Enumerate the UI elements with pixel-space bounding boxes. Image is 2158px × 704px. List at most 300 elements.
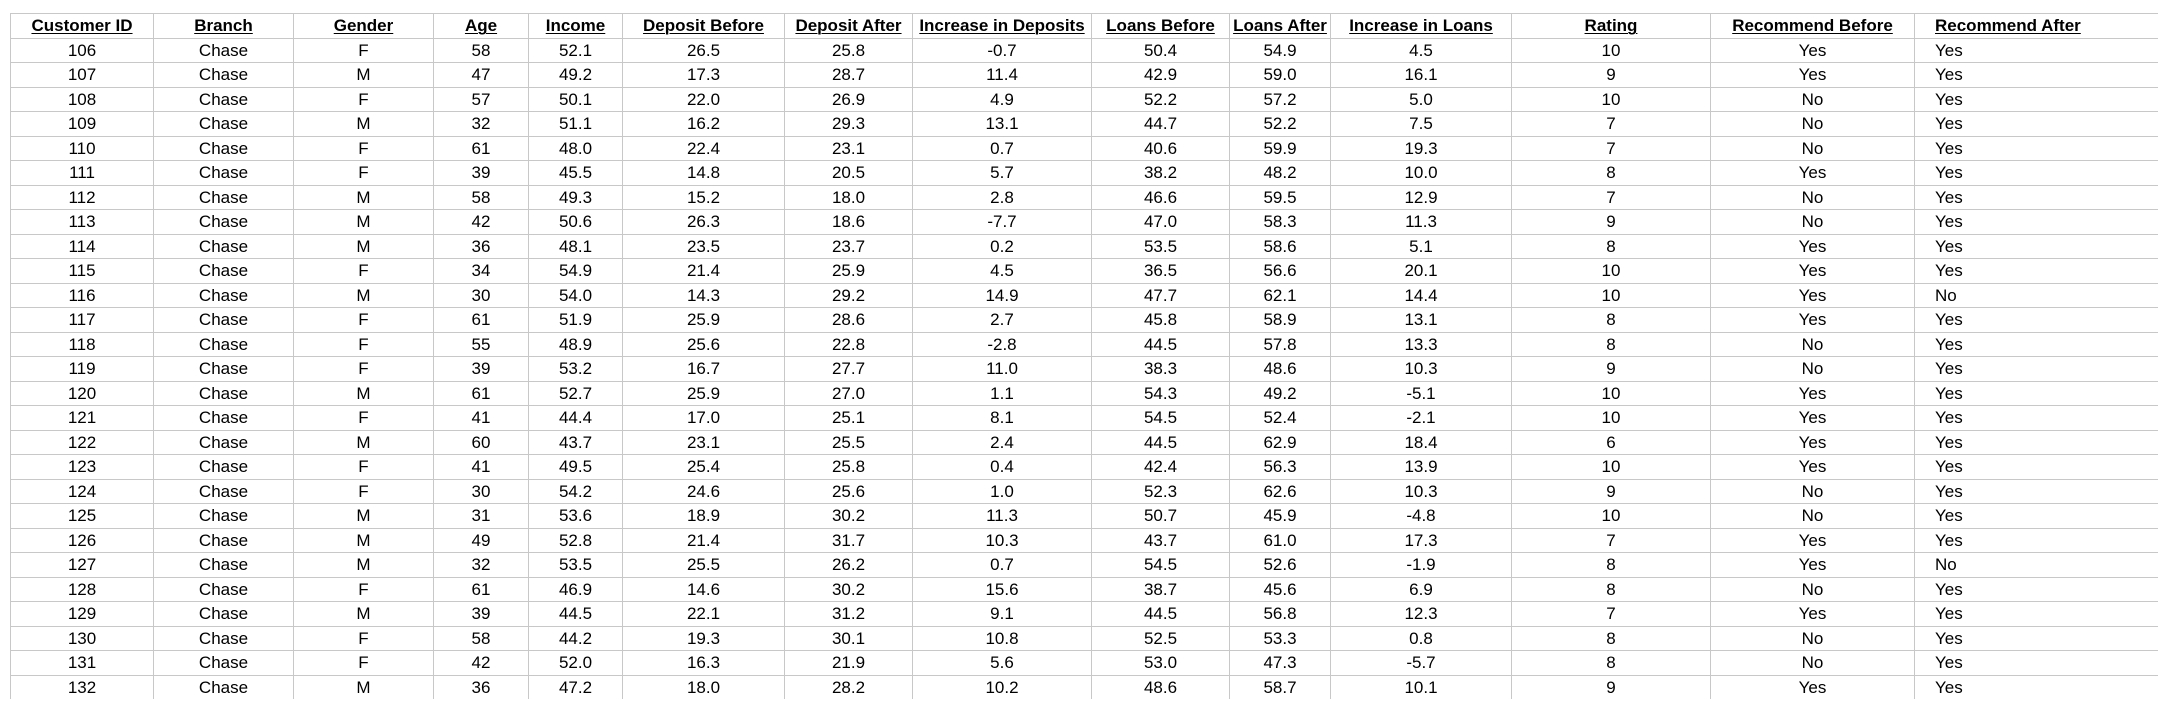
table-cell[interactable]: Chase bbox=[154, 651, 294, 676]
table-cell[interactable]: 59.0 bbox=[1230, 63, 1331, 88]
table-cell[interactable]: 117 bbox=[11, 308, 154, 333]
table-cell[interactable]: 49 bbox=[434, 528, 529, 553]
table-cell[interactable]: 39 bbox=[434, 161, 529, 186]
column-header[interactable]: Income bbox=[529, 14, 623, 39]
table-cell[interactable]: Yes bbox=[1711, 602, 1915, 627]
table-cell[interactable]: 11.3 bbox=[913, 504, 1092, 529]
table-cell[interactable]: 47.0 bbox=[1092, 210, 1230, 235]
table-cell[interactable]: No bbox=[1711, 136, 1915, 161]
table-cell[interactable]: 18.4 bbox=[1331, 430, 1512, 455]
table-cell[interactable]: 54.5 bbox=[1092, 553, 1230, 578]
table-cell[interactable]: 23.1 bbox=[623, 430, 785, 455]
table-cell[interactable]: 18.0 bbox=[785, 185, 913, 210]
table-cell[interactable]: Yes bbox=[1915, 381, 2158, 406]
table-cell[interactable]: 14.8 bbox=[623, 161, 785, 186]
table-cell[interactable]: 48.6 bbox=[1230, 357, 1331, 382]
table-cell[interactable]: M bbox=[294, 210, 434, 235]
table-cell[interactable]: 62.6 bbox=[1230, 479, 1331, 504]
table-cell[interactable]: 30 bbox=[434, 283, 529, 308]
table-cell[interactable]: 42.4 bbox=[1092, 455, 1230, 480]
table-cell[interactable]: 49.2 bbox=[1230, 381, 1331, 406]
table-cell[interactable]: 10 bbox=[1512, 381, 1711, 406]
table-cell[interactable]: 10 bbox=[1512, 406, 1711, 431]
table-cell[interactable]: Yes bbox=[1915, 528, 2158, 553]
table-cell[interactable]: 47.7 bbox=[1092, 283, 1230, 308]
table-cell[interactable]: 10 bbox=[1512, 455, 1711, 480]
table-cell[interactable]: 27.7 bbox=[785, 357, 913, 382]
table-cell[interactable]: 118 bbox=[11, 332, 154, 357]
table-cell[interactable]: 111 bbox=[11, 161, 154, 186]
table-cell[interactable]: 127 bbox=[11, 553, 154, 578]
table-cell[interactable]: 2.7 bbox=[913, 308, 1092, 333]
table-cell[interactable]: 19.3 bbox=[623, 626, 785, 651]
table-cell[interactable]: Yes bbox=[1915, 136, 2158, 161]
table-cell[interactable]: Chase bbox=[154, 210, 294, 235]
table-cell[interactable]: 54.9 bbox=[1230, 38, 1331, 63]
table-cell[interactable]: 6 bbox=[1512, 430, 1711, 455]
table-cell[interactable]: Chase bbox=[154, 455, 294, 480]
table-cell[interactable]: Chase bbox=[154, 626, 294, 651]
table-cell[interactable]: 11.0 bbox=[913, 357, 1092, 382]
table-cell[interactable]: 54.9 bbox=[529, 259, 623, 284]
table-cell[interactable]: 8.1 bbox=[913, 406, 1092, 431]
table-cell[interactable]: 58 bbox=[434, 626, 529, 651]
table-cell[interactable]: 122 bbox=[11, 430, 154, 455]
table-cell[interactable]: Chase bbox=[154, 553, 294, 578]
table-cell[interactable]: Yes bbox=[1915, 87, 2158, 112]
table-cell[interactable]: 60 bbox=[434, 430, 529, 455]
table-cell[interactable]: 59.9 bbox=[1230, 136, 1331, 161]
table-cell[interactable]: Yes bbox=[1915, 406, 2158, 431]
table-cell[interactable]: F bbox=[294, 87, 434, 112]
table-cell[interactable]: 123 bbox=[11, 455, 154, 480]
table-cell[interactable]: Chase bbox=[154, 234, 294, 259]
table-cell[interactable]: 6.9 bbox=[1331, 577, 1512, 602]
table-cell[interactable]: Chase bbox=[154, 430, 294, 455]
table-cell[interactable]: 52.8 bbox=[529, 528, 623, 553]
table-cell[interactable]: No bbox=[1711, 332, 1915, 357]
column-header[interactable]: Increase in Loans bbox=[1331, 14, 1512, 39]
table-cell[interactable]: 58 bbox=[434, 38, 529, 63]
table-cell[interactable]: 8 bbox=[1512, 234, 1711, 259]
table-cell[interactable]: 28.2 bbox=[785, 675, 913, 699]
table-cell[interactable]: 113 bbox=[11, 210, 154, 235]
table-cell[interactable]: 50.4 bbox=[1092, 38, 1230, 63]
column-header[interactable]: Gender bbox=[294, 14, 434, 39]
table-cell[interactable]: M bbox=[294, 185, 434, 210]
table-cell[interactable]: 53.5 bbox=[1092, 234, 1230, 259]
table-cell[interactable]: 57 bbox=[434, 87, 529, 112]
table-cell[interactable]: 9.1 bbox=[913, 602, 1092, 627]
column-header[interactable]: Loans Before bbox=[1092, 14, 1230, 39]
table-cell[interactable]: 44.2 bbox=[529, 626, 623, 651]
table-cell[interactable]: 9 bbox=[1512, 357, 1711, 382]
table-cell[interactable]: 39 bbox=[434, 357, 529, 382]
table-cell[interactable]: 32 bbox=[434, 553, 529, 578]
table-cell[interactable]: F bbox=[294, 136, 434, 161]
table-cell[interactable]: Chase bbox=[154, 479, 294, 504]
column-header[interactable]: Loans After bbox=[1230, 14, 1331, 39]
table-cell[interactable]: 15.6 bbox=[913, 577, 1092, 602]
table-cell[interactable]: Yes bbox=[1915, 234, 2158, 259]
table-cell[interactable]: F bbox=[294, 577, 434, 602]
table-cell[interactable]: Yes bbox=[1915, 430, 2158, 455]
table-cell[interactable]: 58.6 bbox=[1230, 234, 1331, 259]
table-cell[interactable]: Yes bbox=[1711, 406, 1915, 431]
table-cell[interactable]: 29.3 bbox=[785, 112, 913, 137]
table-cell[interactable]: 49.3 bbox=[529, 185, 623, 210]
table-cell[interactable]: 110 bbox=[11, 136, 154, 161]
table-cell[interactable]: 10 bbox=[1512, 87, 1711, 112]
table-cell[interactable]: F bbox=[294, 308, 434, 333]
table-cell[interactable]: 25.5 bbox=[623, 553, 785, 578]
table-cell[interactable]: 44.5 bbox=[1092, 430, 1230, 455]
table-cell[interactable]: 5.6 bbox=[913, 651, 1092, 676]
table-cell[interactable]: 52.2 bbox=[1092, 87, 1230, 112]
table-cell[interactable]: 53.2 bbox=[529, 357, 623, 382]
table-cell[interactable]: 30.1 bbox=[785, 626, 913, 651]
table-cell[interactable]: 9 bbox=[1512, 479, 1711, 504]
table-cell[interactable]: 58.7 bbox=[1230, 675, 1331, 699]
table-cell[interactable]: 25.6 bbox=[785, 479, 913, 504]
table-cell[interactable]: M bbox=[294, 553, 434, 578]
table-cell[interactable]: Yes bbox=[1915, 455, 2158, 480]
table-cell[interactable]: 10 bbox=[1512, 38, 1711, 63]
table-cell[interactable]: 58.3 bbox=[1230, 210, 1331, 235]
table-cell[interactable]: 114 bbox=[11, 234, 154, 259]
table-cell[interactable]: 21.9 bbox=[785, 651, 913, 676]
table-cell[interactable]: M bbox=[294, 602, 434, 627]
table-cell[interactable]: 128 bbox=[11, 577, 154, 602]
table-cell[interactable]: No bbox=[1915, 283, 2158, 308]
table-cell[interactable]: 8 bbox=[1512, 651, 1711, 676]
table-cell[interactable]: -2.8 bbox=[913, 332, 1092, 357]
table-cell[interactable]: 10.0 bbox=[1331, 161, 1512, 186]
table-cell[interactable]: 26.2 bbox=[785, 553, 913, 578]
table-cell[interactable]: Yes bbox=[1711, 675, 1915, 699]
table-cell[interactable]: 50.1 bbox=[529, 87, 623, 112]
column-header[interactable]: Deposit After bbox=[785, 14, 913, 39]
table-cell[interactable]: 0.8 bbox=[1331, 626, 1512, 651]
table-cell[interactable]: 2.4 bbox=[913, 430, 1092, 455]
table-cell[interactable]: 58.9 bbox=[1230, 308, 1331, 333]
table-cell[interactable]: -7.7 bbox=[913, 210, 1092, 235]
table-cell[interactable]: 50.6 bbox=[529, 210, 623, 235]
table-cell[interactable]: 16.2 bbox=[623, 112, 785, 137]
table-cell[interactable]: 7.5 bbox=[1331, 112, 1512, 137]
table-cell[interactable]: 126 bbox=[11, 528, 154, 553]
table-cell[interactable]: 44.5 bbox=[1092, 602, 1230, 627]
table-cell[interactable]: 61.0 bbox=[1230, 528, 1331, 553]
table-cell[interactable]: 52.1 bbox=[529, 38, 623, 63]
table-cell[interactable]: Yes bbox=[1711, 430, 1915, 455]
table-cell[interactable]: Chase bbox=[154, 259, 294, 284]
table-cell[interactable]: 7 bbox=[1512, 136, 1711, 161]
table-cell[interactable]: 14.3 bbox=[623, 283, 785, 308]
table-cell[interactable]: F bbox=[294, 259, 434, 284]
column-header[interactable]: Age bbox=[434, 14, 529, 39]
table-cell[interactable]: 36.5 bbox=[1092, 259, 1230, 284]
table-cell[interactable]: 26.9 bbox=[785, 87, 913, 112]
table-cell[interactable]: 53.6 bbox=[529, 504, 623, 529]
table-cell[interactable]: 31 bbox=[434, 504, 529, 529]
table-cell[interactable]: 0.7 bbox=[913, 553, 1092, 578]
table-cell[interactable]: 17.3 bbox=[623, 63, 785, 88]
table-cell[interactable]: Chase bbox=[154, 675, 294, 699]
table-cell[interactable]: 20.1 bbox=[1331, 259, 1512, 284]
table-cell[interactable]: 10.3 bbox=[1331, 479, 1512, 504]
table-cell[interactable]: 48.9 bbox=[529, 332, 623, 357]
table-cell[interactable]: 2.8 bbox=[913, 185, 1092, 210]
table-cell[interactable]: Chase bbox=[154, 38, 294, 63]
table-cell[interactable]: M bbox=[294, 283, 434, 308]
table-cell[interactable]: 12.3 bbox=[1331, 602, 1512, 627]
table-cell[interactable]: -0.7 bbox=[913, 38, 1092, 63]
table-cell[interactable]: -5.7 bbox=[1331, 651, 1512, 676]
table-cell[interactable]: 22.4 bbox=[623, 136, 785, 161]
table-cell[interactable]: 23.7 bbox=[785, 234, 913, 259]
table-cell[interactable]: 51.1 bbox=[529, 112, 623, 137]
table-cell[interactable]: Chase bbox=[154, 87, 294, 112]
table-cell[interactable]: 17.3 bbox=[1331, 528, 1512, 553]
table-cell[interactable]: 42 bbox=[434, 210, 529, 235]
table-cell[interactable]: 46.9 bbox=[529, 577, 623, 602]
table-cell[interactable]: 16.3 bbox=[623, 651, 785, 676]
table-cell[interactable]: 28.7 bbox=[785, 63, 913, 88]
table-cell[interactable]: 1.1 bbox=[913, 381, 1092, 406]
table-cell[interactable]: 121 bbox=[11, 406, 154, 431]
table-cell[interactable]: Yes bbox=[1711, 553, 1915, 578]
table-cell[interactable]: Yes bbox=[1915, 63, 2158, 88]
table-cell[interactable]: 14.6 bbox=[623, 577, 785, 602]
table-cell[interactable]: 10.3 bbox=[913, 528, 1092, 553]
table-cell[interactable]: 61 bbox=[434, 308, 529, 333]
table-cell[interactable]: 62.1 bbox=[1230, 283, 1331, 308]
column-header[interactable]: Customer ID bbox=[11, 14, 154, 39]
table-cell[interactable]: 49.2 bbox=[529, 63, 623, 88]
table-cell[interactable]: 52.4 bbox=[1230, 406, 1331, 431]
table-cell[interactable]: 31.2 bbox=[785, 602, 913, 627]
table-cell[interactable]: 46.6 bbox=[1092, 185, 1230, 210]
table-cell[interactable]: 39 bbox=[434, 602, 529, 627]
table-cell[interactable]: Yes bbox=[1915, 675, 2158, 699]
table-cell[interactable]: Yes bbox=[1915, 308, 2158, 333]
table-cell[interactable]: 54.3 bbox=[1092, 381, 1230, 406]
table-cell[interactable]: 10 bbox=[1512, 283, 1711, 308]
table-cell[interactable]: 38.7 bbox=[1092, 577, 1230, 602]
table-cell[interactable]: 48.2 bbox=[1230, 161, 1331, 186]
table-cell[interactable]: Yes bbox=[1711, 528, 1915, 553]
table-cell[interactable]: Chase bbox=[154, 63, 294, 88]
table-cell[interactable]: F bbox=[294, 357, 434, 382]
table-cell[interactable]: 43.7 bbox=[1092, 528, 1230, 553]
table-cell[interactable]: 56.8 bbox=[1230, 602, 1331, 627]
column-header[interactable]: Recommend After bbox=[1915, 14, 2158, 39]
table-cell[interactable]: Chase bbox=[154, 406, 294, 431]
table-cell[interactable]: M bbox=[294, 234, 434, 259]
table-cell[interactable]: 45.9 bbox=[1230, 504, 1331, 529]
table-cell[interactable]: Chase bbox=[154, 161, 294, 186]
table-cell[interactable]: 57.8 bbox=[1230, 332, 1331, 357]
table-cell[interactable]: 8 bbox=[1512, 161, 1711, 186]
table-cell[interactable]: No bbox=[1915, 553, 2158, 578]
table-cell[interactable]: 11.4 bbox=[913, 63, 1092, 88]
table-cell[interactable]: 22.0 bbox=[623, 87, 785, 112]
table-cell[interactable]: 106 bbox=[11, 38, 154, 63]
table-cell[interactable]: 5.0 bbox=[1331, 87, 1512, 112]
table-cell[interactable]: 112 bbox=[11, 185, 154, 210]
table-cell[interactable]: 19.3 bbox=[1331, 136, 1512, 161]
table-cell[interactable]: 38.3 bbox=[1092, 357, 1230, 382]
table-cell[interactable]: 1.0 bbox=[913, 479, 1092, 504]
table-cell[interactable]: 43.7 bbox=[529, 430, 623, 455]
table-cell[interactable]: 25.8 bbox=[785, 38, 913, 63]
table-cell[interactable]: 51.9 bbox=[529, 308, 623, 333]
table-cell[interactable]: 125 bbox=[11, 504, 154, 529]
table-cell[interactable]: 47 bbox=[434, 63, 529, 88]
table-cell[interactable]: 4.5 bbox=[913, 259, 1092, 284]
table-cell[interactable]: 52.0 bbox=[529, 651, 623, 676]
table-cell[interactable]: 115 bbox=[11, 259, 154, 284]
table-cell[interactable]: 45.6 bbox=[1230, 577, 1331, 602]
table-cell[interactable]: No bbox=[1711, 651, 1915, 676]
table-cell[interactable]: 18.0 bbox=[623, 675, 785, 699]
table-cell[interactable]: 0.2 bbox=[913, 234, 1092, 259]
table-cell[interactable]: 57.2 bbox=[1230, 87, 1331, 112]
table-cell[interactable]: Yes bbox=[1915, 38, 2158, 63]
table-cell[interactable]: 28.6 bbox=[785, 308, 913, 333]
table-cell[interactable]: 41 bbox=[434, 406, 529, 431]
table-cell[interactable]: 36 bbox=[434, 675, 529, 699]
table-cell[interactable]: No bbox=[1711, 577, 1915, 602]
table-cell[interactable]: M bbox=[294, 528, 434, 553]
table-cell[interactable]: Yes bbox=[1915, 112, 2158, 137]
table-cell[interactable]: -1.9 bbox=[1331, 553, 1512, 578]
table-cell[interactable]: 10 bbox=[1512, 259, 1711, 284]
table-cell[interactable]: M bbox=[294, 381, 434, 406]
table-cell[interactable]: 27.0 bbox=[785, 381, 913, 406]
table-cell[interactable]: Yes bbox=[1915, 357, 2158, 382]
table-cell[interactable]: 14.9 bbox=[913, 283, 1092, 308]
table-cell[interactable]: 13.1 bbox=[913, 112, 1092, 137]
table-cell[interactable]: 54.2 bbox=[529, 479, 623, 504]
table-cell[interactable]: Yes bbox=[1915, 185, 2158, 210]
column-header[interactable]: Deposit Before bbox=[623, 14, 785, 39]
table-cell[interactable]: 45.5 bbox=[529, 161, 623, 186]
table-cell[interactable]: 0.4 bbox=[913, 455, 1092, 480]
table-cell[interactable]: 44.5 bbox=[1092, 332, 1230, 357]
table-cell[interactable]: 8 bbox=[1512, 626, 1711, 651]
table-cell[interactable]: 25.9 bbox=[623, 308, 785, 333]
table-cell[interactable]: Yes bbox=[1915, 626, 2158, 651]
table-cell[interactable]: 10.2 bbox=[913, 675, 1092, 699]
table-cell[interactable]: F bbox=[294, 406, 434, 431]
table-cell[interactable]: 62.9 bbox=[1230, 430, 1331, 455]
table-cell[interactable]: 26.5 bbox=[623, 38, 785, 63]
column-header[interactable]: Branch bbox=[154, 14, 294, 39]
table-cell[interactable]: F bbox=[294, 455, 434, 480]
table-cell[interactable]: 108 bbox=[11, 87, 154, 112]
table-cell[interactable]: Yes bbox=[1711, 38, 1915, 63]
table-cell[interactable]: 31.7 bbox=[785, 528, 913, 553]
table-cell[interactable]: 61 bbox=[434, 136, 529, 161]
table-cell[interactable]: Yes bbox=[1915, 651, 2158, 676]
table-cell[interactable]: 44.5 bbox=[529, 602, 623, 627]
table-cell[interactable]: 56.3 bbox=[1230, 455, 1331, 480]
table-cell[interactable]: 56.6 bbox=[1230, 259, 1331, 284]
table-cell[interactable]: No bbox=[1711, 210, 1915, 235]
table-cell[interactable]: 9 bbox=[1512, 63, 1711, 88]
table-cell[interactable]: 25.1 bbox=[785, 406, 913, 431]
table-cell[interactable]: 18.9 bbox=[623, 504, 785, 529]
table-cell[interactable]: 25.4 bbox=[623, 455, 785, 480]
table-cell[interactable]: Chase bbox=[154, 136, 294, 161]
table-cell[interactable]: 25.6 bbox=[623, 332, 785, 357]
table-cell[interactable]: 59.5 bbox=[1230, 185, 1331, 210]
table-cell[interactable]: 34 bbox=[434, 259, 529, 284]
table-cell[interactable]: 21.4 bbox=[623, 259, 785, 284]
table-cell[interactable]: F bbox=[294, 332, 434, 357]
table-cell[interactable]: -5.1 bbox=[1331, 381, 1512, 406]
table-cell[interactable]: 42 bbox=[434, 651, 529, 676]
table-cell[interactable]: 13.1 bbox=[1331, 308, 1512, 333]
table-cell[interactable]: Yes bbox=[1711, 161, 1915, 186]
table-cell[interactable]: 61 bbox=[434, 577, 529, 602]
table-cell[interactable]: Chase bbox=[154, 602, 294, 627]
table-cell[interactable]: 53.3 bbox=[1230, 626, 1331, 651]
table-cell[interactable]: 10.1 bbox=[1331, 675, 1512, 699]
table-cell[interactable]: 25.9 bbox=[785, 259, 913, 284]
table-cell[interactable]: Chase bbox=[154, 528, 294, 553]
table-cell[interactable]: 10 bbox=[1512, 504, 1711, 529]
table-cell[interactable]: M bbox=[294, 504, 434, 529]
table-cell[interactable]: No bbox=[1711, 479, 1915, 504]
table-cell[interactable]: 17.0 bbox=[623, 406, 785, 431]
table-cell[interactable]: 9 bbox=[1512, 675, 1711, 699]
table-cell[interactable]: Chase bbox=[154, 185, 294, 210]
table-cell[interactable]: 32 bbox=[434, 112, 529, 137]
table-cell[interactable]: 24.6 bbox=[623, 479, 785, 504]
table-cell[interactable]: 53.5 bbox=[529, 553, 623, 578]
table-cell[interactable]: 48.0 bbox=[529, 136, 623, 161]
table-cell[interactable]: 8 bbox=[1512, 332, 1711, 357]
table-cell[interactable]: 11.3 bbox=[1331, 210, 1512, 235]
table-cell[interactable]: Yes bbox=[1915, 577, 2158, 602]
table-cell[interactable]: 22.1 bbox=[623, 602, 785, 627]
column-header[interactable]: Recommend Before bbox=[1711, 14, 1915, 39]
table-cell[interactable]: 55 bbox=[434, 332, 529, 357]
column-header[interactable]: Rating bbox=[1512, 14, 1711, 39]
table-cell[interactable]: 49.5 bbox=[529, 455, 623, 480]
table-cell[interactable]: 131 bbox=[11, 651, 154, 676]
table-cell[interactable]: No bbox=[1711, 87, 1915, 112]
table-cell[interactable]: Yes bbox=[1915, 479, 2158, 504]
table-cell[interactable]: 52.2 bbox=[1230, 112, 1331, 137]
table-cell[interactable]: Chase bbox=[154, 112, 294, 137]
table-cell[interactable]: 120 bbox=[11, 381, 154, 406]
table-cell[interactable]: 7 bbox=[1512, 528, 1711, 553]
table-cell[interactable]: No bbox=[1711, 626, 1915, 651]
table-cell[interactable]: 47.3 bbox=[1230, 651, 1331, 676]
table-cell[interactable]: 50.7 bbox=[1092, 504, 1230, 529]
table-cell[interactable]: 61 bbox=[434, 381, 529, 406]
table-cell[interactable]: 23.1 bbox=[785, 136, 913, 161]
table-cell[interactable]: 5.1 bbox=[1331, 234, 1512, 259]
table-cell[interactable]: 119 bbox=[11, 357, 154, 382]
table-cell[interactable]: M bbox=[294, 112, 434, 137]
table-cell[interactable]: 5.7 bbox=[913, 161, 1092, 186]
table-cell[interactable]: No bbox=[1711, 357, 1915, 382]
